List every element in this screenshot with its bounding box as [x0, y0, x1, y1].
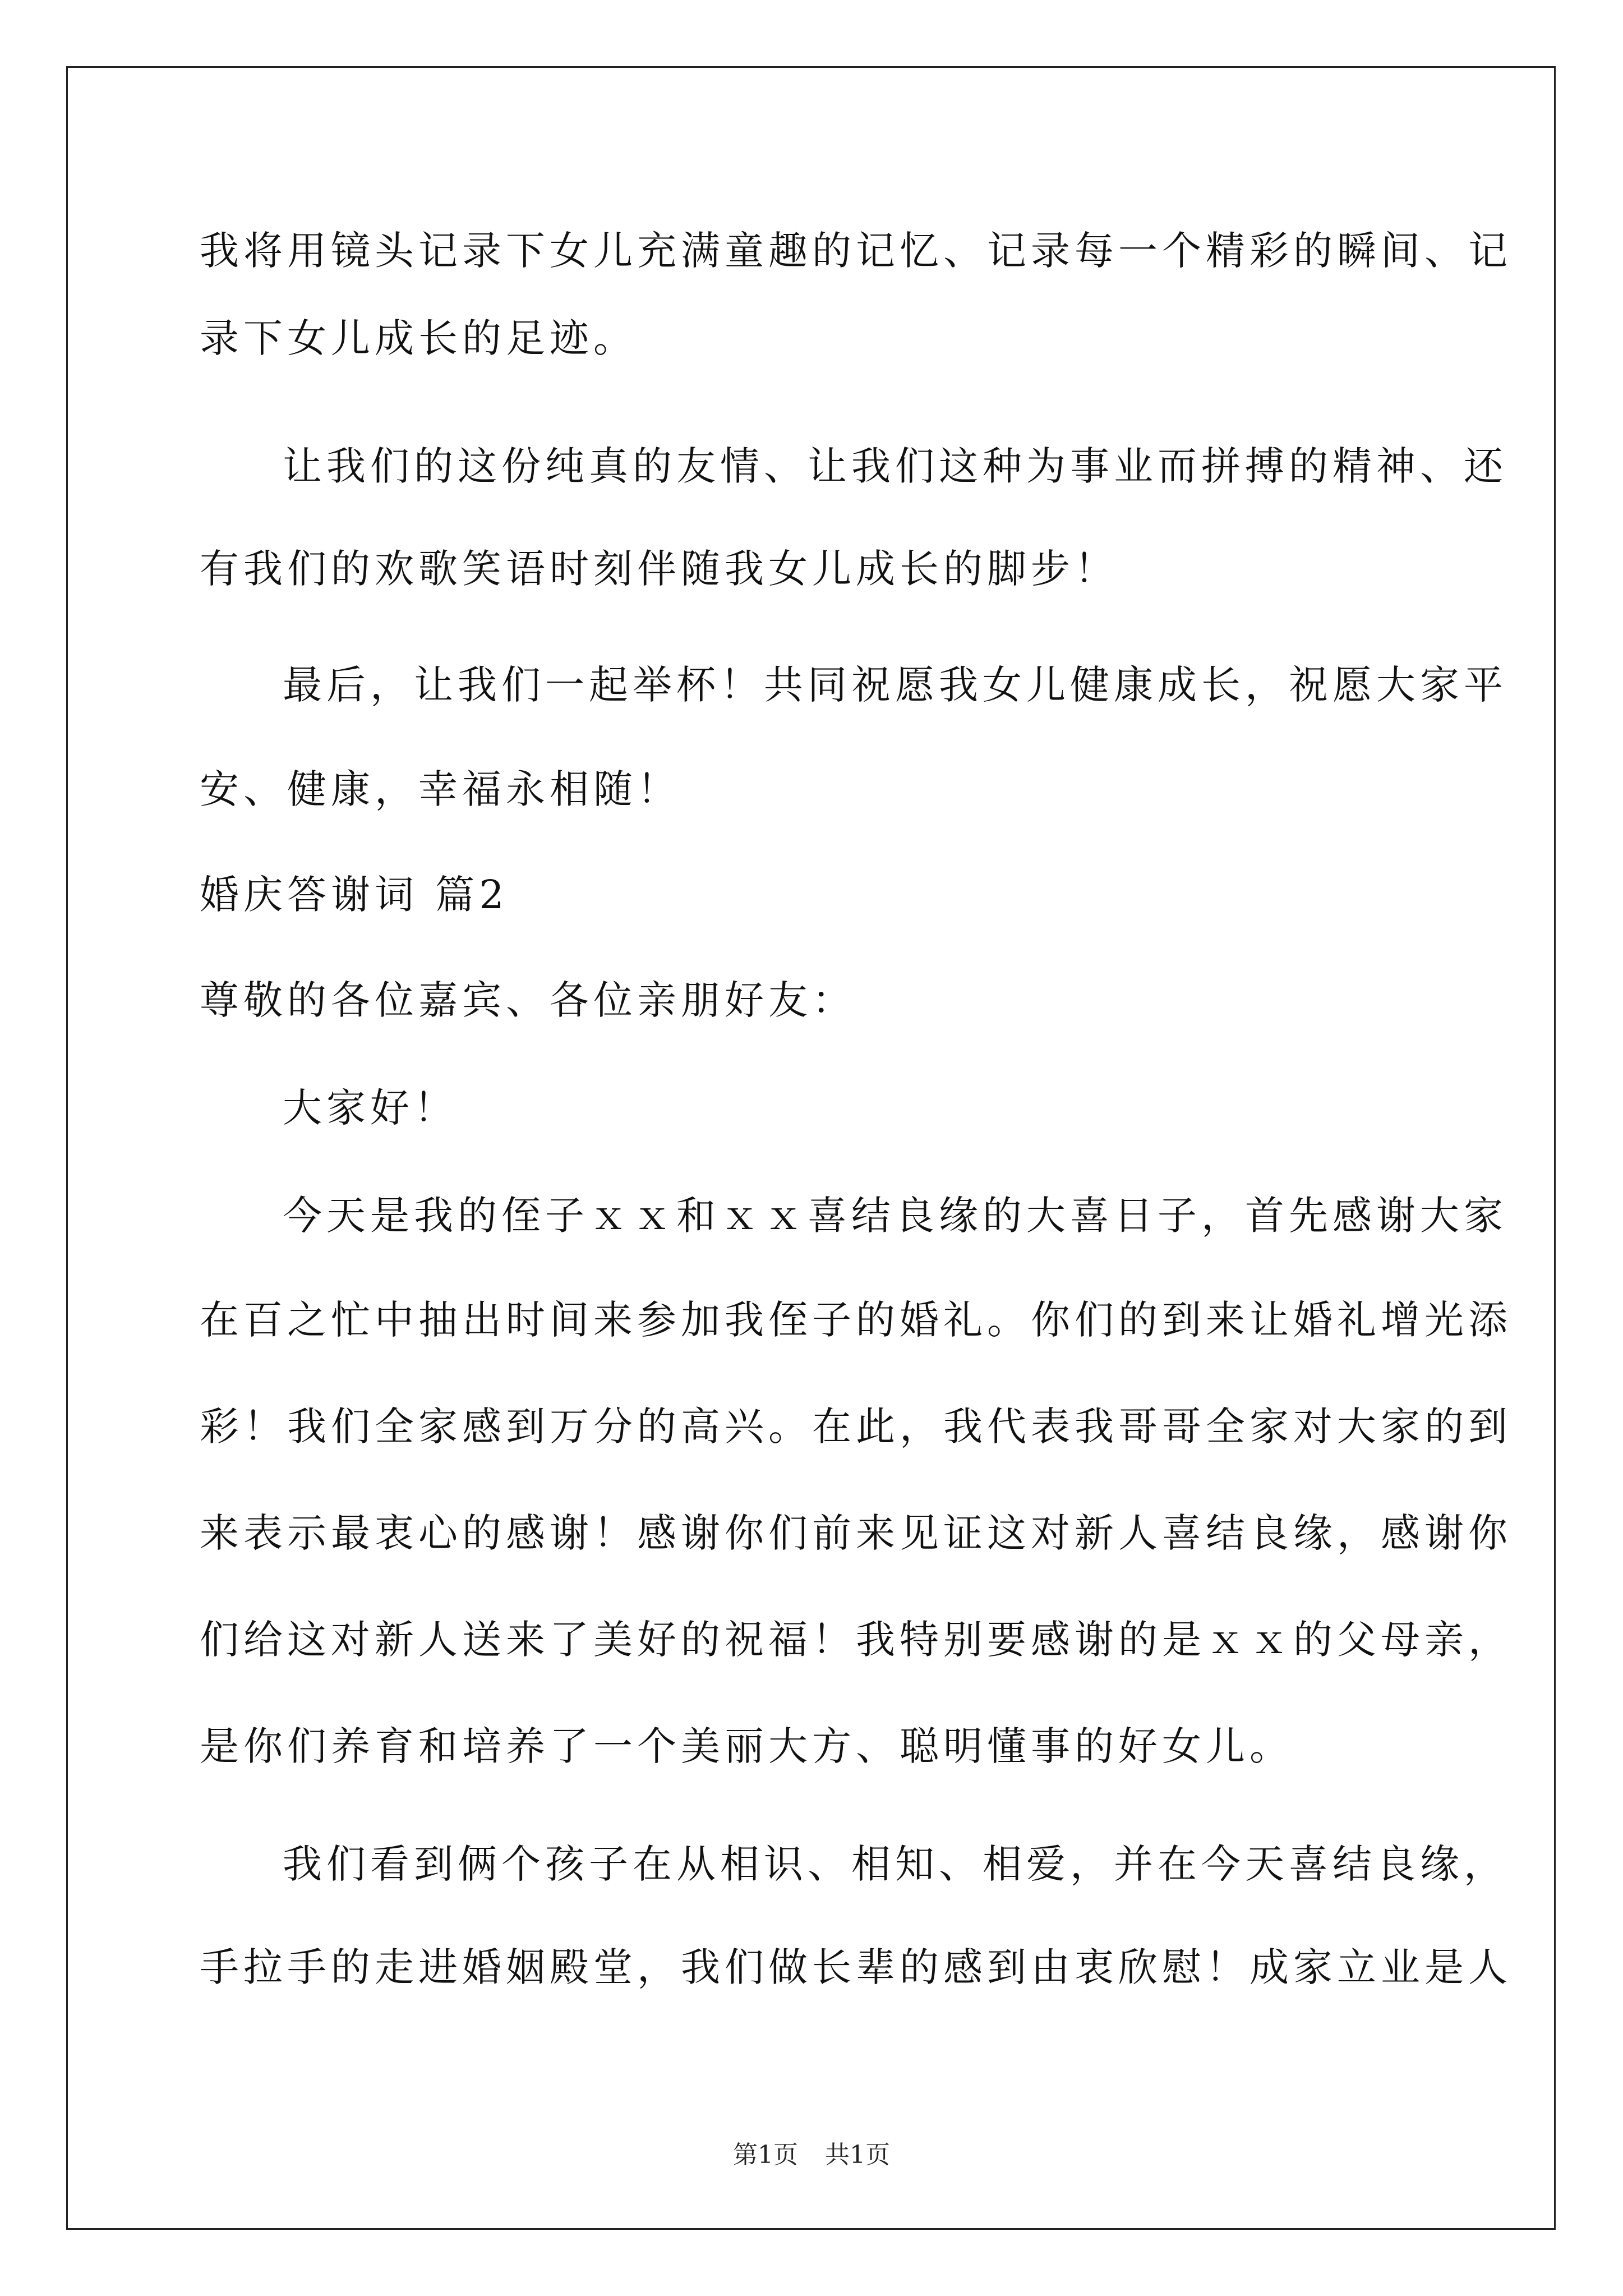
- body-line: 安、健康，幸福永相随！: [200, 766, 681, 812]
- page-number: 第1页: [733, 2141, 798, 2169]
- page-border: [66, 66, 1556, 2230]
- body-line: 在百之忙中抽出时间来参加我侄子的婚礼。你们的到来让婚礼增光添: [200, 1297, 1512, 1343]
- paragraph-first-line: 我们看到俩个孩子在从相识、相知、相爱，并在今天喜结良缘，: [283, 1841, 1507, 1887]
- body-line: 手拉手的走进婚姻殿堂，我们做长辈的感到由衷欣慰！成家立业是人: [200, 1944, 1512, 1990]
- section-heading: 婚庆答谢词 篇2: [200, 872, 509, 918]
- body-line: 来表示最衷心的感谢！感谢你们前来见证这对新人喜结良缘，感谢你: [200, 1510, 1512, 1556]
- salutation: 尊敬的各位嘉宾、各位亲朋好友：: [200, 977, 856, 1023]
- paragraph-first-line: 让我们的这份纯真的友情、让我们这种为事业而拼搏的精神、还: [283, 443, 1507, 489]
- body-line: 是你们养育和培养了一个美丽大方、聪明懂事的好女儿。: [200, 1723, 1293, 1769]
- greeting: 大家好！: [283, 1085, 458, 1131]
- paragraph-first-line: 最后，让我们一起举杯！共同祝愿我女儿健康成长，祝愿大家平: [283, 662, 1507, 708]
- body-line: 们给这对新人送来了美好的祝福！我特别要感谢的是ｘｘ的父母亲，: [200, 1617, 1512, 1663]
- body-line: 有我们的欢歌笑语时刻伴随我女儿成长的脚步！: [200, 546, 1118, 592]
- page-footer: [0, 2143, 1623, 2168]
- body-line: 我将用镜头记录下女儿充满童趣的记忆、记录每一个精彩的瞬间、记: [200, 228, 1512, 274]
- body-line: 录下女儿成长的足迹。: [200, 315, 637, 361]
- paragraph-first-line: 今天是我的侄子ｘｘ和ｘｘ喜结良缘的大喜日子，首先感谢大家: [283, 1193, 1507, 1239]
- body-line: 彩！我们全家感到万分的高兴。在此，我代表我哥哥全家对大家的到: [200, 1404, 1512, 1450]
- page-total: 共1页: [825, 2141, 890, 2169]
